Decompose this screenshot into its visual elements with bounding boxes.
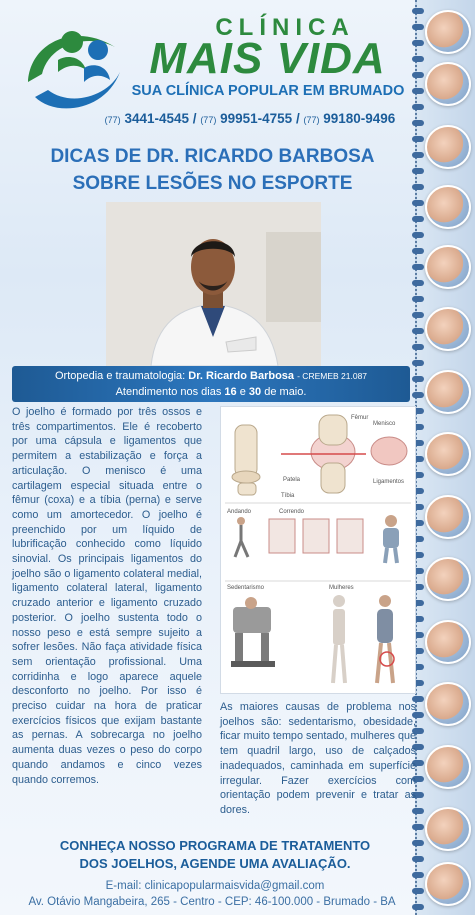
strip-photo (425, 245, 471, 289)
strip-photo (425, 185, 471, 229)
phone-separator: / (295, 111, 300, 126)
spiral-ring (412, 136, 424, 142)
photo-strip (415, 0, 475, 915)
clinic-logo (20, 12, 130, 122)
spiral-ring (412, 312, 424, 318)
spiral-ring (412, 904, 424, 910)
label-sedentarismo: Sedentarismo (227, 585, 265, 591)
label-ligamentos: Ligamentos (373, 479, 405, 485)
schedule-day: 30 (248, 386, 262, 398)
headline (15, 143, 410, 197)
spiral-ring (412, 360, 424, 366)
spiral-ring (412, 872, 424, 878)
spiral-ring (412, 328, 424, 334)
spiral-ring (412, 248, 424, 254)
headline-line: SOBRE LESÕES NO ESPORTE (72, 173, 353, 194)
label-femur: Fêmur (351, 415, 369, 421)
phone-list (80, 111, 420, 126)
strip-photo (425, 682, 471, 726)
label-tibia: Tíbia (281, 493, 295, 499)
strip-photo (425, 62, 471, 106)
strip-photo (425, 807, 471, 851)
spiral-ring (412, 296, 424, 302)
spiral-ring (412, 888, 424, 894)
spiral-ring (412, 8, 424, 14)
strip-photo (425, 745, 471, 789)
phone-number: 99951-4755 (220, 111, 293, 126)
credentials-bar (12, 366, 410, 402)
strip-photo (425, 432, 471, 476)
label-menisco: Menisco (373, 421, 396, 427)
spiral-ring (412, 216, 424, 222)
credentials-line (12, 368, 410, 384)
spiral-ring (412, 280, 424, 286)
strip-photo (425, 125, 471, 169)
contact-address: Av. Otávio Mangabeira, 265 - Centro - CEP: 46-100.000 - Brumado - BA (28, 896, 396, 908)
brand-name: MAIS VIDA (149, 34, 386, 83)
phone-separator: / (192, 111, 197, 126)
spiral-ring (412, 856, 424, 862)
strip-photo (425, 370, 471, 414)
spiral-ring (412, 840, 424, 846)
label-patela: Patela (283, 477, 301, 483)
call-to-action (20, 837, 410, 873)
spiral-ring (412, 264, 424, 270)
phone-ddd: (77) (200, 115, 217, 125)
body-text-right: As maiores causas de problema nos joelhos são: sedentarismo, obesidade, ficar muito tempo sentado, mulheres que tem quadril largo, uso de calçados inadequados, caminhada em superfície irregular. Fazer exercícios com orientação podem prevenir e tratar as dores. (220, 701, 416, 816)
schedule-day: 16 (224, 386, 237, 398)
doctor-photo (106, 202, 321, 366)
phone-number: 3441-4545 (124, 111, 190, 126)
spiral-ring (412, 152, 424, 158)
strip-photo (425, 10, 471, 54)
spiral-ring (412, 232, 424, 238)
cta-line: CONHEÇA NOSSO PROGRAMA DE TRATAMENTO (59, 838, 371, 853)
contact-email: E-mail: clinicapopularmaisvida@gmail.com (105, 880, 325, 892)
doctor-name: Dr. Ricardo Barbosa (188, 370, 295, 382)
schedule-line (12, 384, 410, 400)
strip-photo (425, 620, 471, 664)
headline-line: DICAS DE DR. RICARDO BARBOSA (50, 146, 375, 167)
knee-illustration (220, 406, 416, 694)
brand-tagline: SUA CLÍNICA POPULAR EM BRUMADO (131, 83, 405, 99)
schedule-suffix: de maio. (264, 386, 307, 398)
cta-line: DOS JOELHOS, AGENDE UMA AVALIAÇÃO. (79, 856, 351, 871)
phone-ddd: (77) (104, 115, 121, 125)
spiral-ring (412, 392, 424, 398)
spiral-ring (412, 24, 424, 30)
label-correndo: Correndo (279, 509, 305, 515)
body-text-left: O joelho é formado por três ossos e três compartimentos. Ele é recoberto por uma cápsula e ligamentos que permitem a estabilização e força a articulação. O menisco é uma cartilagem especial situada entre o fêmur (coxa) e a tíbia (perna) e serve como um amortecedor. O joelho é preenchido por um líquido de lubrificação conhecido como líquido sinovial. Os principais ligamentos do joelho são o ligamento colateral medial, ligamento colateral lateral, ligamento cruzado anterior e ligamento cruzado posterior. O joelho sustenta todo o nosso peso e está sempre sujeito a sofrer lesões. Não faça atividade física sem orientação profissional. Uma corridinha e logo aparece aquele desconforto no joelho. Por isso é preciso cuidar na hora de praticar exercícios físicos que exijam bastante as pernas. A sobrecarga no joelho aumenta duas vezes o peso do corpo quando andamos e cinco vezes quando corremos. (12, 406, 202, 786)
schedule-conj: e (239, 386, 246, 398)
strip-photo (425, 557, 471, 601)
specialty: Ortopedia e traumatologia: (54, 370, 186, 382)
schedule-prefix: Atendimento nos dias (115, 386, 222, 398)
phone-number: 99180-9496 (323, 111, 396, 126)
registry: - CREMEB 21.087 (297, 371, 368, 381)
spiral-ring (412, 104, 424, 110)
spiral-ring (412, 824, 424, 830)
strip-photo (425, 307, 471, 351)
spiral-ring (412, 376, 424, 382)
label-andando: Andando (227, 509, 252, 515)
spiral-ring (412, 168, 424, 174)
spiral-ring (412, 184, 424, 190)
strip-photo (425, 862, 471, 906)
spiral-ring (412, 200, 424, 206)
clinic-word: CLÍNICA (215, 14, 355, 41)
strip-photo (425, 495, 471, 539)
label-mulheres: Mulheres (329, 585, 354, 591)
phone-ddd: (77) (303, 115, 320, 125)
spiral-ring (412, 344, 424, 350)
